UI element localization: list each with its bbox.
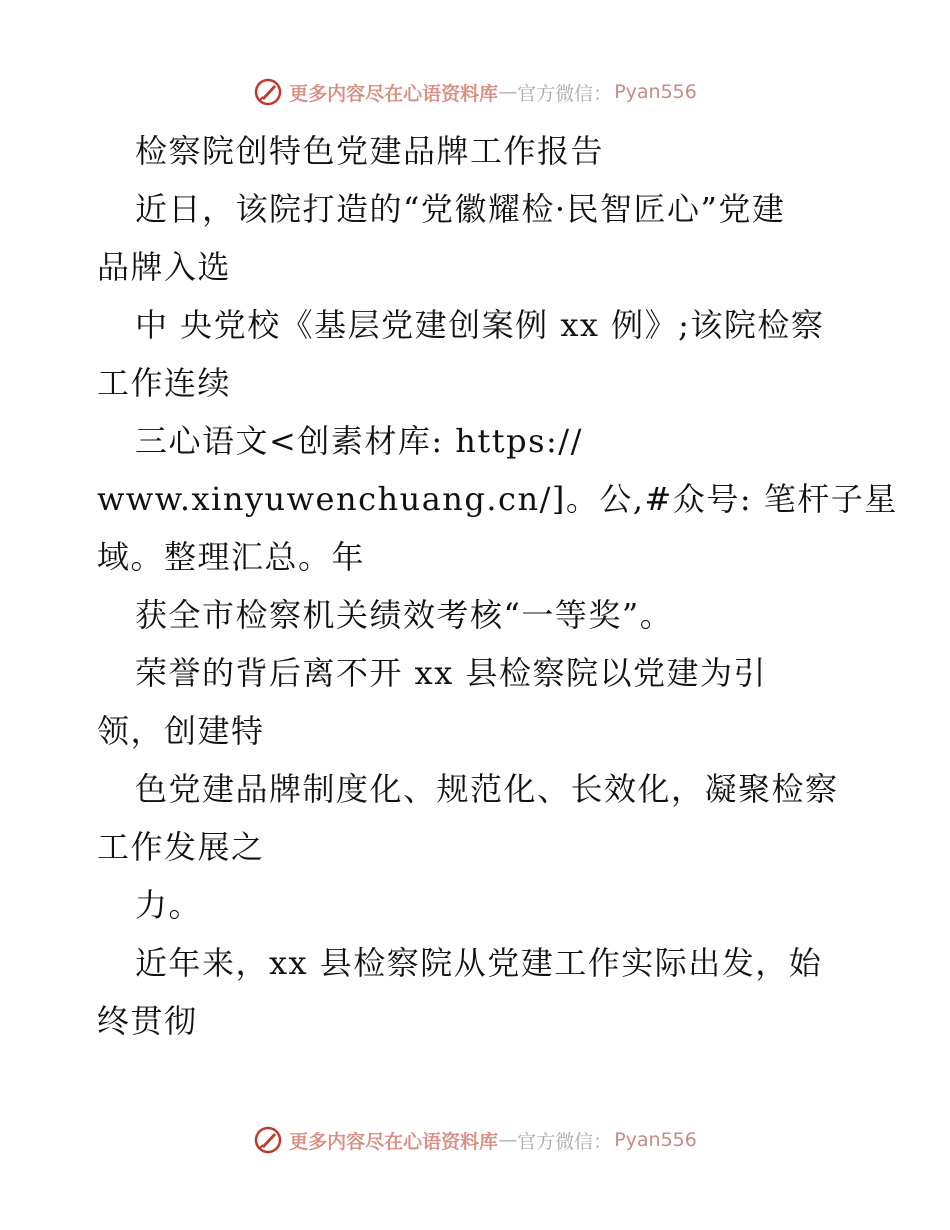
watermark-wechat-id: Pyan556 — [614, 1129, 697, 1151]
header-watermark — [0, 72, 950, 112]
paragraph-line: 域。整理汇总。年 — [97, 538, 366, 576]
paragraph-line: 近年来，xx 县检察院从党建工作实际出发，始 — [135, 944, 823, 982]
paragraph-line: 领，创建特 — [97, 712, 265, 750]
paragraph-line: 中 央党校《基层党建创案例 xx 例》;该院检察 — [135, 306, 825, 344]
paragraph-line: 工作连续 — [97, 364, 232, 402]
watermark-dash: — — [498, 1129, 518, 1151]
paragraph-line: 三心语文<创素材库: https:// — [135, 422, 583, 460]
paragraph-line: 品牌入选 — [97, 248, 232, 286]
paragraph-line: 终贯彻 — [97, 1002, 198, 1040]
watermark-official: 官方微信： — [517, 1130, 613, 1153]
watermark-dash: — — [498, 81, 518, 103]
document-body — [97, 122, 898, 1050]
watermark-wechat-id: Pyan556 — [614, 81, 697, 103]
document-title: 检察院创特色党建品牌工作报告 — [135, 132, 605, 170]
watermark-brand: 更多内容尽在心语资料库 — [289, 1130, 499, 1153]
quill-logo-icon — [253, 77, 283, 107]
paragraph-line: 工作发展之 — [97, 828, 265, 866]
paragraph-line: www.xinyuwenchuang.cn/]。公,#众号: 笔杆子星 — [97, 480, 898, 518]
paragraph-line: 色党建品牌制度化、规范化、长效化，凝聚检察 — [135, 770, 839, 808]
paragraph-line: 近日，该院打造的“党徽耀检·民智匠心”党建 — [135, 190, 786, 228]
paragraph-line: 荣誉的背后离不开 xx 县检察院以党建为引 — [135, 654, 767, 692]
quill-logo-icon — [253, 1125, 283, 1155]
watermark-official: 官方微信： — [517, 82, 613, 105]
watermark-brand: 更多内容尽在心语资料库 — [289, 82, 499, 105]
paragraph-line: 力。 — [135, 886, 203, 924]
footer-watermark — [0, 1120, 950, 1160]
paragraph-line: 获全市检察机关绩效考核“一等奖”。 — [135, 596, 674, 634]
